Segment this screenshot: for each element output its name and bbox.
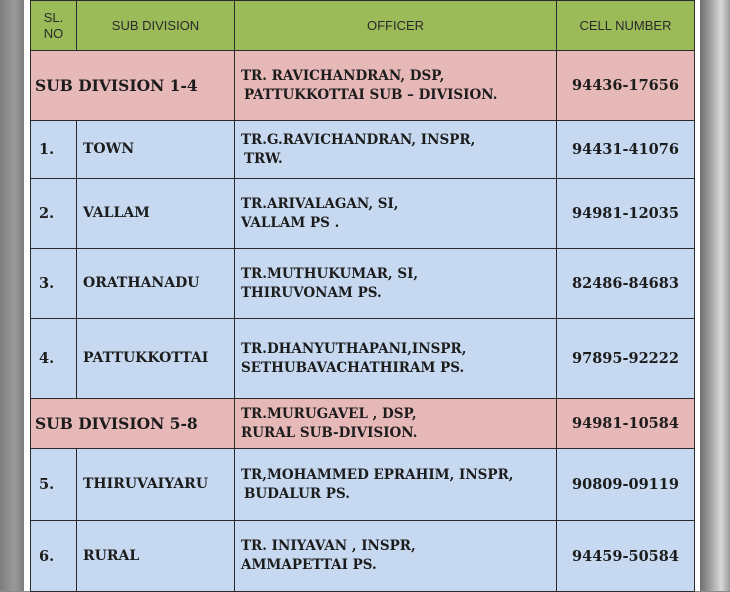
cell-number: 94431-41076 (557, 121, 695, 179)
group-row (31, 51, 695, 121)
table-row (31, 521, 695, 592)
sl-no: 3. (31, 249, 77, 319)
sl-no: 6. (31, 521, 77, 592)
table-row (31, 449, 695, 521)
sub-division-name: PATTUKKOTTAI (77, 319, 235, 399)
officer-cell: TR.ARIVALAGAN, SI, VALLAM PS . (235, 179, 557, 249)
table-row (31, 319, 695, 399)
table-row (31, 249, 695, 319)
sub-division-name: RURAL (77, 521, 235, 592)
sl-no: 5. (31, 449, 77, 521)
cell-number: 94459-50584 (557, 521, 695, 592)
group-title: SUB DIVISION 1-4 (31, 51, 235, 121)
header-sub-division: SUB DIVISION (77, 1, 235, 51)
group-row (31, 399, 695, 449)
document-sheet (24, 0, 700, 591)
cell-number: 94981-10584 (557, 399, 695, 449)
sl-no: 4. (31, 319, 77, 399)
sub-division-name: VALLAM (77, 179, 235, 249)
officer-contact-table (30, 0, 695, 592)
page-edge-right (700, 0, 730, 591)
sub-division-name: TOWN (77, 121, 235, 179)
page-edge-left (0, 0, 24, 591)
table-row (31, 179, 695, 249)
table-row (31, 121, 695, 179)
sub-division-name: ORATHANADU (77, 249, 235, 319)
officer-cell: TR.G.RAVICHANDRAN, INSPR, TRW. (235, 121, 557, 179)
header-officer: OFFICER (235, 1, 557, 51)
officer-cell: TR.MURUGAVEL , DSP, RURAL SUB-DIVISION. (235, 399, 557, 449)
officer-cell: TR. RAVICHANDRAN, DSP, PATTUKKOTTAI SUB – DIVISION. (235, 51, 557, 121)
sl-no: 2. (31, 179, 77, 249)
cell-number: 94981-12035 (557, 179, 695, 249)
table-header-row (31, 1, 695, 51)
officer-cell: TR. INIYAVAN , INSPR, AMMAPETTAI PS. (235, 521, 557, 592)
group-title: SUB DIVISION 5-8 (31, 399, 235, 449)
officer-cell: TR.DHANYUTHAPANI,INSPR, SETHUBAVACHATHIRAM PS. (235, 319, 557, 399)
officer-cell: TR,MOHAMMED EPRAHIM, INSPR, BUDALUR PS. (235, 449, 557, 521)
cell-number: 94436-17656 (557, 51, 695, 121)
cell-number: 90809-09119 (557, 449, 695, 521)
sl-no: 1. (31, 121, 77, 179)
header-sl-no: SL. NO (31, 1, 77, 51)
officer-cell: TR.MUTHUKUMAR, SI, THIRUVONAM PS. (235, 249, 557, 319)
cell-number: 82486-84683 (557, 249, 695, 319)
cell-number: 97895-92222 (557, 319, 695, 399)
header-cell-number: CELL NUMBER (557, 1, 695, 51)
sub-division-name: THIRUVAIYARU (77, 449, 235, 521)
